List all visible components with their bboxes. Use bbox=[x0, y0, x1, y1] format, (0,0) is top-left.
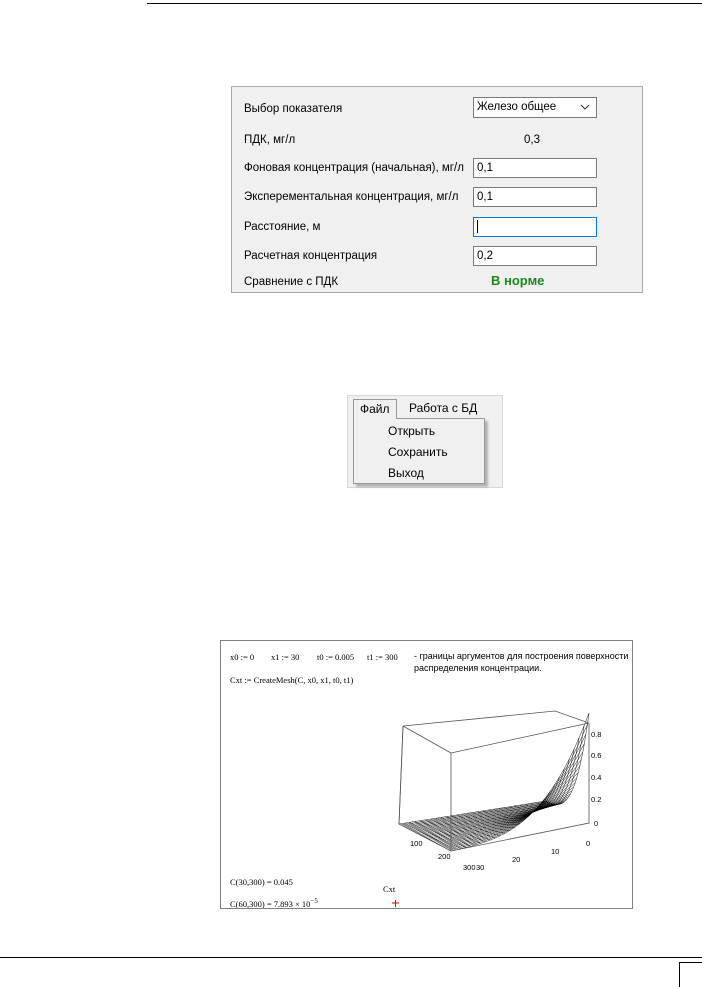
surface-plot bbox=[221, 641, 633, 909]
z-tick: 0 bbox=[594, 819, 599, 828]
menu-item-save[interactable]: Сохранить bbox=[388, 445, 448, 459]
menu-item-open[interactable]: Открыть bbox=[388, 424, 436, 438]
top-rule bbox=[147, 3, 702, 4]
c-30-300: C(30,300) = 0.045 bbox=[230, 877, 293, 887]
calculated-concentration-label: Расчетная концентрация bbox=[244, 250, 378, 262]
bottom-rule bbox=[0, 957, 702, 958]
surface-label: Cxt bbox=[383, 884, 396, 894]
x-tick: 200 bbox=[438, 852, 451, 861]
background-concentration-label: Фоновая концентрация (начальная), мг/л bbox=[244, 162, 464, 174]
t1-definition: t1 := 300 bbox=[367, 652, 398, 662]
calculated-concentration-input[interactable]: 0,2 bbox=[473, 246, 597, 266]
menu-file[interactable]: Файл bbox=[353, 399, 397, 419]
c-60-300: $C(60,300) = 7.893 \times 10^{-5}$ bbox=[230, 897, 318, 909]
pdk-value: 0,3 bbox=[524, 134, 540, 146]
surface-gridline bbox=[444, 752, 583, 847]
distance-input[interactable] bbox=[473, 217, 597, 237]
z-tick: 0.4 bbox=[591, 773, 602, 782]
surface-gridline bbox=[445, 743, 584, 848]
experimental-concentration-label: Эксперементальная концентрация, мг/л bbox=[244, 191, 459, 203]
menu-database[interactable]: Работа с БД bbox=[409, 401, 478, 415]
mathcad-worksheet bbox=[220, 640, 633, 909]
x-tick: 300 bbox=[463, 863, 476, 872]
concentration-form bbox=[231, 86, 643, 293]
text-caret bbox=[477, 220, 478, 233]
background-concentration-input[interactable]: 0,1 bbox=[473, 158, 597, 178]
page-number-box bbox=[679, 962, 702, 987]
indicator-select-value: Железо общее bbox=[477, 101, 557, 113]
indicator-label: Выбор показателя bbox=[244, 103, 343, 115]
pdk-compare-result: В норме bbox=[491, 273, 545, 288]
experimental-concentration-input[interactable]: 0,1 bbox=[473, 187, 597, 207]
z-tick: 0.2 bbox=[591, 795, 602, 804]
y-tick: 0 bbox=[586, 839, 591, 848]
menu-screenshot bbox=[347, 395, 503, 488]
y-tick: 10 bbox=[551, 847, 560, 856]
surface-gridline bbox=[451, 713, 589, 851]
z-tick: 0.6 bbox=[591, 751, 602, 760]
file-dropdown bbox=[353, 418, 485, 484]
pdk-label: ПДК, мг/л bbox=[244, 134, 296, 146]
indicator-select[interactable] bbox=[473, 97, 597, 118]
pdk-compare-label: Сравнение с ПДК bbox=[244, 276, 339, 288]
x1-definition: x1 := 30 bbox=[271, 652, 300, 662]
distance-label: Расстояние, м bbox=[244, 221, 321, 233]
x-tick: 100 bbox=[410, 839, 423, 848]
y-tick: 20 bbox=[512, 855, 521, 864]
mesh-definition: Cxt := CreateMesh(C, x0, x1, t0, t1) bbox=[230, 675, 354, 685]
t0-definition: t0 := 0.005 bbox=[317, 652, 355, 662]
bounds-note: - границы аргументов для построения поверхности распределения концентрации. bbox=[414, 651, 629, 673]
chevron-down-icon bbox=[580, 103, 590, 111]
menu-item-exit[interactable]: Выход bbox=[388, 466, 424, 480]
y-tick: 30 bbox=[476, 863, 485, 872]
z-tick: 0.8 bbox=[591, 730, 602, 739]
x0-definition: x0 := 0 bbox=[230, 652, 255, 662]
